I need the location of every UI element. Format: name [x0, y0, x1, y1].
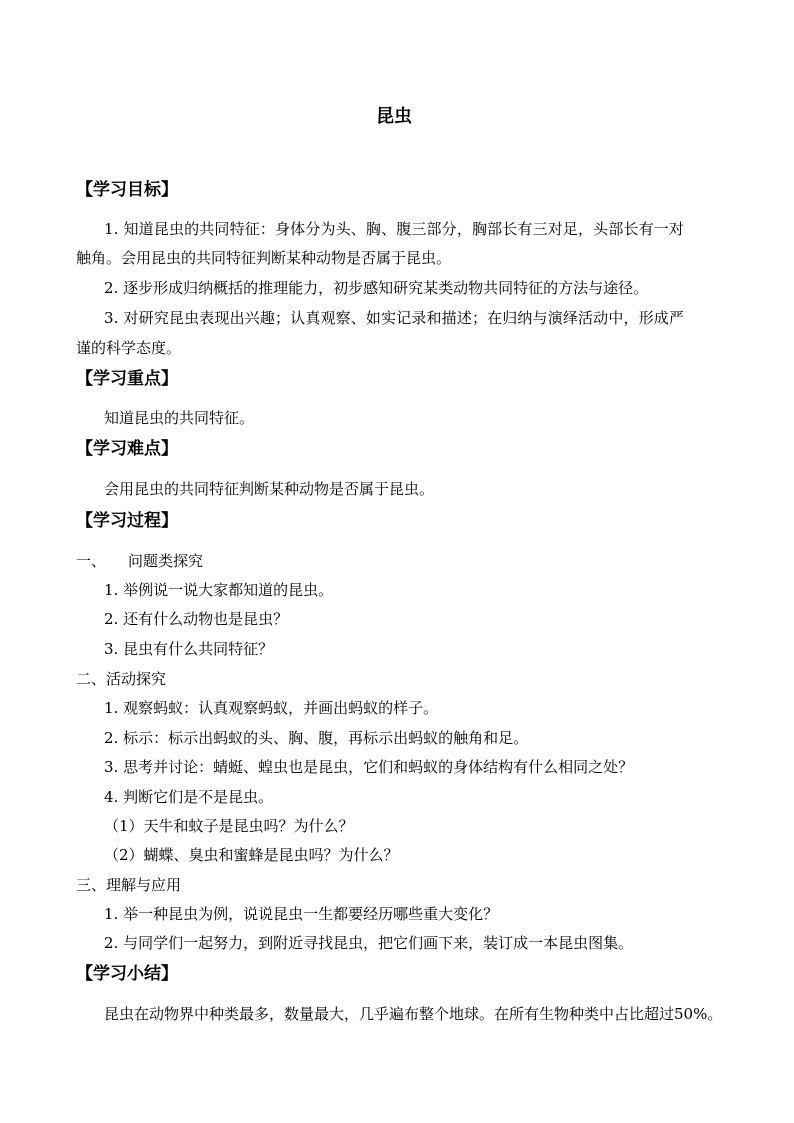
section-heading-goals: 【学习目标】 — [76, 180, 178, 200]
list-item: 4. 判断它们是不是昆虫。 — [104, 788, 274, 806]
goal-1-line-2: 触角。会用昆虫的共同特征判断某种动物是否属于昆虫。 — [76, 249, 452, 267]
list-item: 1. 观察蚂蚁：认真观察蚂蚁，并画出蚂蚁的样子。 — [104, 699, 439, 717]
page-title: 昆虫 — [376, 106, 412, 127]
list-item: 2. 标示：标示出蚂蚁的头、胸、腹，再标示出蚂蚁的触角和足。 — [104, 729, 529, 747]
list-item: 3. 昆虫有什么共同特征？ — [104, 640, 274, 658]
list-item: 1. 举一种昆虫为例，说说昆虫一生都要经历哪些重大变化？ — [104, 905, 499, 923]
goal-3-line-2: 谨的科学态度。 — [76, 339, 182, 357]
list-item: 2. 还有什么动物也是昆虫？ — [104, 610, 289, 628]
difficulty-text: 会用昆虫的共同特征判断某种动物是否属于昆虫。 — [104, 480, 435, 498]
goal-3-line-1: 3. 对研究昆虫表现出兴趣；认真观察、如实记录和描述；在归纳与演绎活动中，形成严 — [104, 309, 685, 327]
section-heading-key: 【学习重点】 — [76, 369, 178, 389]
list-item: 1. 举例说一说大家都知道的昆虫。 — [104, 581, 334, 599]
section-heading-difficulty: 【学习难点】 — [76, 439, 178, 459]
key-point-text: 知道昆虫的共同特征。 — [104, 409, 255, 427]
goal-1-line-1: 1. 知道昆虫的共同特征：身体分为头、胸、腹三部分，胸部长有三对足，头部长有一对 — [104, 220, 685, 238]
sub-list-item: （1）天牛和蚊子是昆虫吗？为什么？ — [104, 817, 354, 835]
part-2-title: 二、活动探究 — [76, 670, 167, 688]
list-item: 3. 思考并讨论：蜻蜓、蝗虫也是昆虫，它们和蚂蚁的身体结构有什么相同之处？ — [104, 758, 634, 776]
section-heading-summary: 【学习小结】 — [76, 964, 178, 984]
list-item: 2. 与同学们一起努力，到附近寻找昆虫，把它们画下来，装订成一本昆虫图集。 — [104, 934, 634, 952]
part-1-number: 一、 — [76, 552, 107, 570]
part-3-title: 三、理解与应用 — [76, 876, 182, 894]
summary-text: 昆虫在动物界中种类最多，数量最大，几乎遍布整个地球。在所有生物种类中占比超过50%。 — [104, 1005, 723, 1023]
goal-2: 2. 逐步形成归纳概括的推理能力，初步感知研究某类动物共同特征的方法与途径。 — [104, 279, 649, 297]
section-heading-process: 【学习过程】 — [76, 511, 178, 531]
part-1-title: 问题类探究 — [128, 552, 204, 570]
sub-list-item: （2）蝴蝶、臭虫和蜜蜂是昆虫吗？为什么？ — [104, 846, 399, 864]
